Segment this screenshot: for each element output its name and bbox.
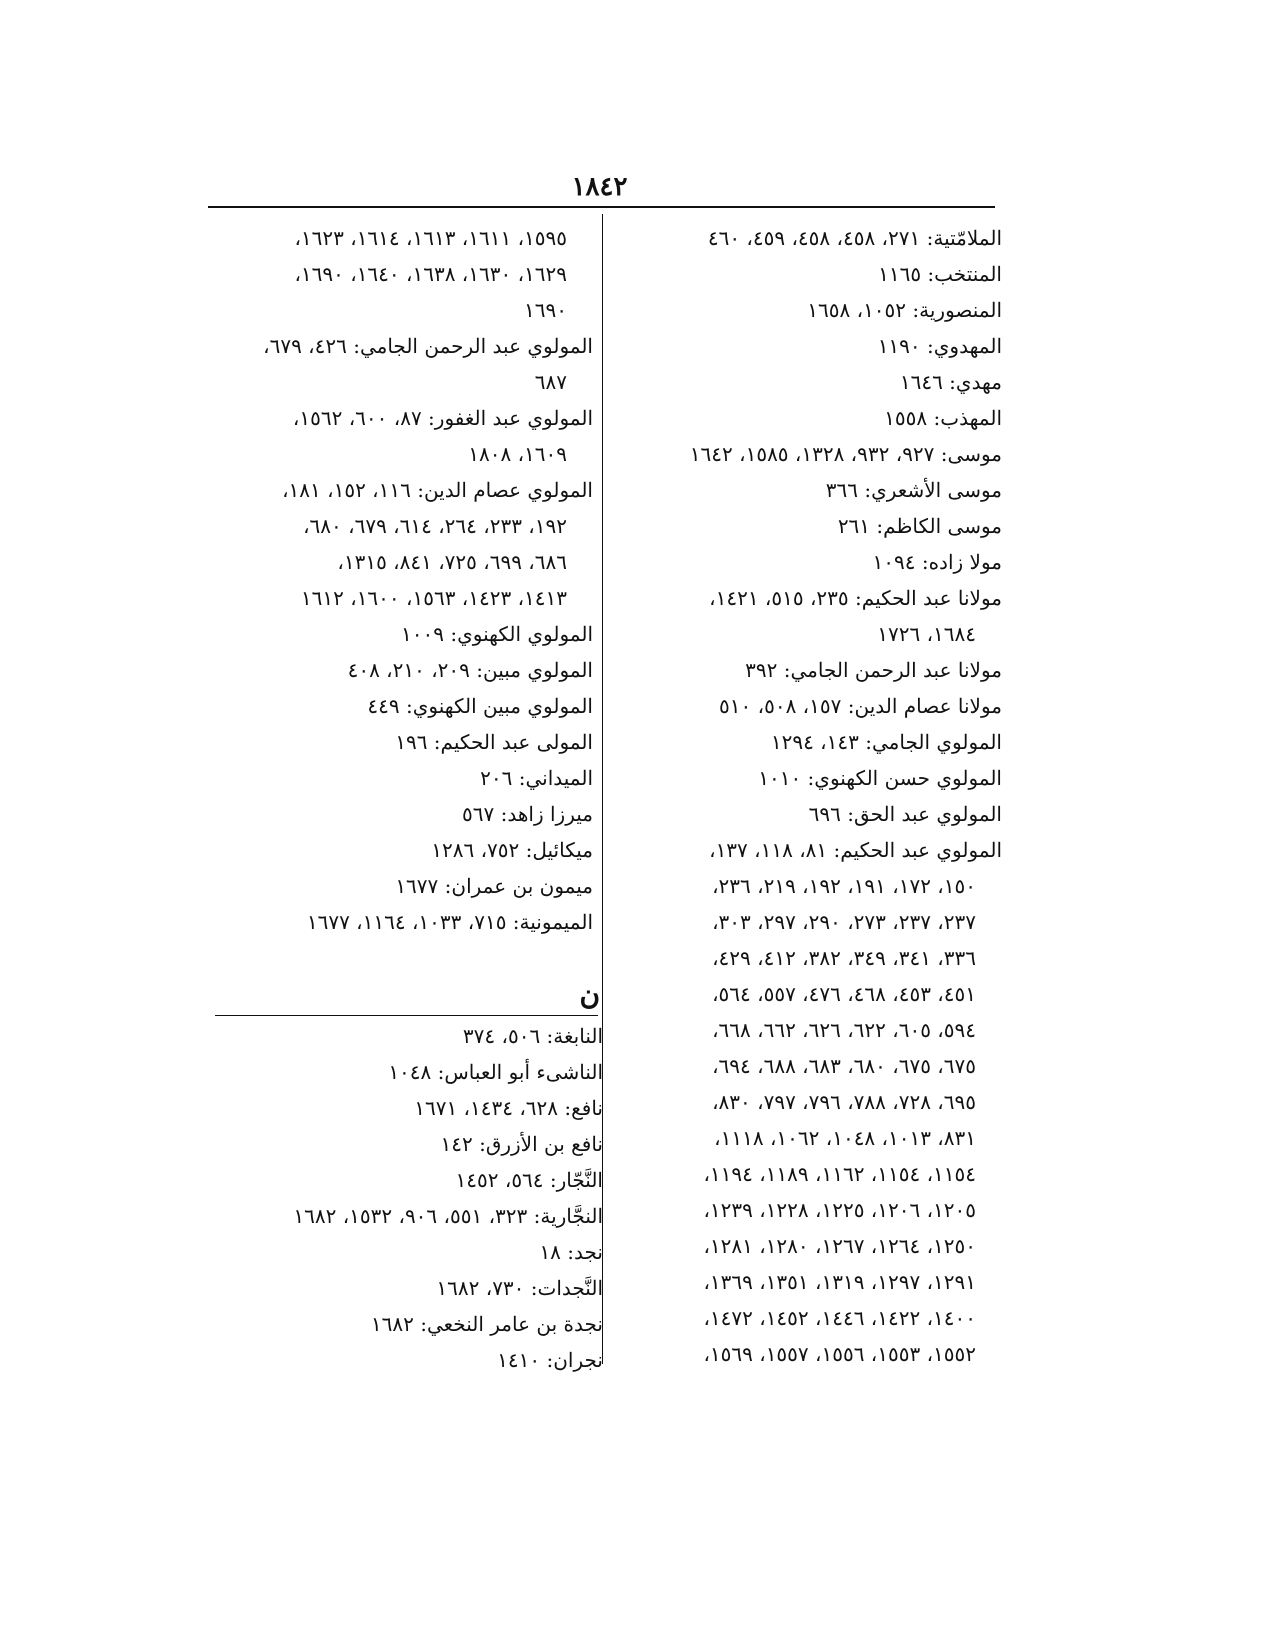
index-entry-continuation: ١٤١٣، ١٤٢٣، ١٥٦٣، ١٦٠٠، ١٦١٢	[300, 586, 567, 610]
index-entry-continuation: ٨٣١، ١٠١٣، ١٠٤٨، ١٠٦٢، ١١١٨،	[714, 1126, 976, 1150]
index-entry: مولانا عبد الرحمن الجامي: ٣٩٢	[745, 658, 1002, 682]
index-entry-continuation: ٢٣٧، ٢٣٧، ٢٧٣، ٢٩٠، ٢٩٧، ٣٠٣،	[712, 910, 976, 934]
index-entry-continuation: ١٦٠٩، ١٨٠٨	[468, 442, 567, 466]
index-entry: المولوي الكهنوي: ١٠٠٩	[401, 622, 593, 646]
index-entry: النَّجّار: ٥٦٤، ١٤٥٢	[455, 1168, 603, 1192]
index-entry: مولانا عبد الحكيم: ٢٣٥، ٥١٥، ١٤٢١،	[709, 586, 1002, 610]
index-entry-continuation: ١٥٠، ١٧٢، ١٩١، ١٩٢، ٢١٩، ٢٣٦،	[712, 874, 976, 898]
index-entry: النجَّارية: ٣٢٣، ٥٥١، ٩٠٦، ١٥٣٢، ١٦٨٢	[293, 1204, 603, 1228]
index-entry: المولوي عبد الرحمن الجامي: ٤٢٦، ٦٧٩،	[263, 334, 593, 358]
index-entry: المنتخب: ١١٦٥	[878, 262, 1002, 286]
index-entry: نافع بن الأزرق: ١٤٢	[440, 1132, 603, 1156]
index-entry-continuation: ١١٥٤، ١١٥٤، ١١٦٢، ١١٨٩، ١١٩٤،	[703, 1162, 976, 1186]
index-entry: المولوي عبد الحق: ٦٩٦	[808, 802, 1002, 826]
index-entry-continuation: ١٢٠٥، ١٢٠٦، ١٢٢٥، ١٢٢٨، ١٢٣٩،	[703, 1198, 976, 1222]
index-entry: المولى عبد الحكيم: ١٩٦	[395, 730, 593, 754]
index-entry: ميمون بن عمران: ١٦٧٧	[395, 874, 593, 898]
index-entry: الميداني: ٢٠٦	[480, 766, 593, 790]
index-entry: المولوي عصام الدين: ١١٦، ١٥٢، ١٨١،	[282, 478, 593, 502]
index-entry-continuation: ١٦٨٤، ١٧٢٦	[877, 622, 976, 646]
index-entry: المولوي مبين الكهنوي: ٤٤٩	[367, 694, 593, 718]
index-entry-continuation: ١٩٢، ٢٣٣، ٢٦٤، ٦١٤، ٦٧٩، ٦٨٠،	[303, 514, 567, 538]
index-entry-continuation: ٦٩٥، ٧٢٨، ٧٨٨، ٧٩٦، ٧٩٧، ٨٣٠،	[712, 1090, 976, 1114]
index-entry: نافع: ٦٢٨، ١٤٣٤، ١٦٧١	[414, 1096, 603, 1120]
index-entry: المهدوي: ١١٩٠	[877, 334, 1002, 358]
index-entry: ميرزا زاهد: ٥٦٧	[462, 802, 593, 826]
index-entry-continuation: ١٤٠٠، ١٤٢٢، ١٤٤٦، ١٤٥٢، ١٤٧٢،	[703, 1306, 976, 1330]
section-heading-letter: ن	[579, 978, 600, 1011]
index-entry: المولوي مبين: ٢٠٩، ٢١٠، ٤٠٨	[347, 658, 593, 682]
index-entry: نجران: ١٤١٠	[497, 1348, 603, 1372]
index-column-right	[622, 220, 1002, 1372]
index-entry: نجد: ١٨	[539, 1240, 603, 1264]
header-rule	[208, 206, 995, 208]
index-entry-continuation: ٤٥١، ٤٥٣، ٤٦٨، ٤٧٦، ٥٥٧، ٥٦٤،	[712, 982, 976, 1006]
index-entry-continuation: ٦٨٧	[534, 370, 567, 394]
index-entry: المنصورية: ١٠٥٢، ١٦٥٨	[807, 298, 1002, 322]
page-number: ١٨٤٢	[571, 172, 628, 202]
index-entry: الميمونية: ٧١٥، ١٠٣٣، ١١٦٤، ١٦٧٧	[306, 910, 593, 934]
index-entry-continuation: ١٢٩١، ١٢٩٧، ١٣١٩، ١٣٥١، ١٣٦٩،	[703, 1270, 976, 1294]
index-entry: مولا زاده: ١٠٩٤	[872, 550, 1002, 574]
index-entry: المولوي الجامي: ١٤٣، ١٢٩٤	[770, 730, 1002, 754]
index-entry-continuation: ٦٧٥، ٦٧٥، ٦٨٠، ٦٨٣، ٦٨٨، ٦٩٤،	[712, 1054, 976, 1078]
index-entry-continuation: ٥٩٤، ٦٠٥، ٦٢٢، ٦٢٦، ٦٦٢، ٦٦٨،	[712, 1018, 976, 1042]
index-entry: موسى الكاظم: ٢٦١	[837, 514, 1002, 538]
index-entry: نجدة بن عامر النخعي: ١٦٨٢	[370, 1312, 603, 1336]
index-entry-continuation: ١٦٢٩، ١٦٣٠، ١٦٣٨، ١٦٤٠، ١٦٩٠،	[294, 262, 567, 286]
index-entry-continuation: ١٦٩٠	[524, 298, 567, 322]
index-entry: المولوي عبد الحكيم: ٨١، ١١٨، ١٣٧،	[709, 838, 1002, 862]
index-entry: المهذب: ١٥٥٨	[884, 406, 1002, 430]
index-entry-continuation: ١٥٥٢، ١٥٥٣، ١٥٥٦، ١٥٥٧، ١٥٦٩،	[703, 1342, 976, 1366]
index-column-left-top	[208, 220, 593, 940]
index-entry-continuation: ١٥٩٥، ١٦١١، ١٦١٣، ١٦١٤، ١٦٢٣،	[294, 226, 567, 250]
index-entry: الملامّتية: ٢٧١، ٤٥٨، ٤٥٨، ٤٥٩، ٤٦٠	[707, 226, 1002, 250]
index-entry: الناشىء أبو العباس: ١٠٤٨	[388, 1060, 603, 1084]
index-entry: موسى: ٩٢٧، ٩٣٢، ١٣٢٨، ١٥٨٥، ١٦٤٢	[689, 442, 1002, 466]
index-entry: المولوي عبد الغفور: ٨٧، ٦٠٠، ١٥٦٢،	[292, 406, 593, 430]
index-entry: المولوي حسن الكهنوي: ١٠١٠	[758, 766, 1002, 790]
index-entry: مهدي: ١٦٤٦	[899, 370, 1002, 394]
index-entry-continuation: ٦٨٦، ٦٩٩، ٧٢٥، ٨٤١، ١٣١٥،	[337, 550, 567, 574]
index-entry: ميكائيل: ٧٥٢، ١٢٨٦	[431, 838, 593, 862]
index-entry: النَّجدات: ٧٣٠، ١٦٨٢	[436, 1276, 603, 1300]
index-entry: موسى الأشعري: ٣٦٦	[825, 478, 1002, 502]
index-entry-continuation: ٣٣٦، ٣٤١، ٣٤٩، ٣٨٢، ٤١٢، ٤٢٩،	[712, 946, 976, 970]
index-column-left-bottom	[208, 1018, 603, 1378]
index-entry: مولانا عصام الدين: ١٥٧، ٥٠٨، ٥١٠	[719, 694, 1002, 718]
index-entry-continuation: ١٢٥٠، ١٢٦٤، ١٢٦٧، ١٢٨٠، ١٢٨١،	[703, 1234, 976, 1258]
section-rule	[215, 1015, 598, 1016]
index-entry: النابغة: ٥٠٦، ٣٧٤	[462, 1024, 603, 1048]
